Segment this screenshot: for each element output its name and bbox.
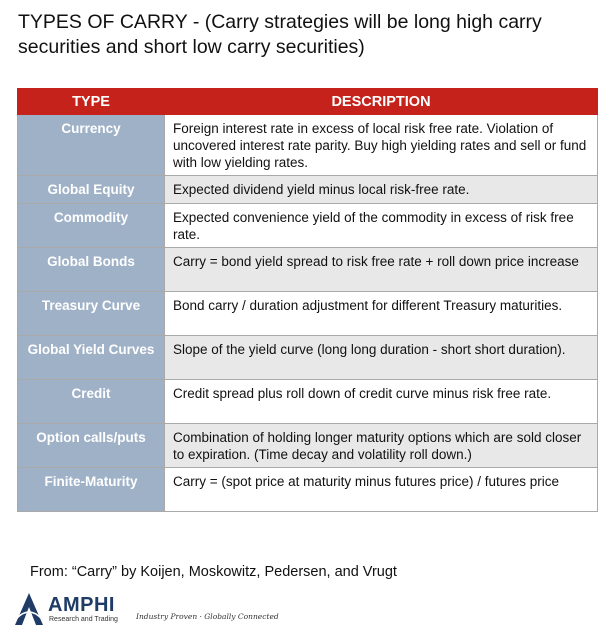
table-row — [18, 115, 598, 176]
footer-branding — [14, 590, 314, 630]
logo-subtitle: Research and Trading — [49, 616, 118, 623]
description-cell: Slope of the yield curve (long long duration - short short duration). — [165, 336, 598, 380]
description-cell: Bond carry / duration adjustment for different Treasury maturities. — [165, 292, 598, 336]
description-cell: Carry = bond yield spread to risk free rate + roll down price increase — [165, 248, 598, 292]
logo-name: AMPHI — [48, 594, 115, 616]
description-cell: Expected dividend yield minus local risk-free rate. — [165, 176, 598, 204]
table-row — [18, 336, 598, 380]
description-cell: Carry = (spot price at maturity minus futures price) / futures price — [165, 468, 598, 512]
table-row — [18, 468, 598, 512]
type-cell: Commodity — [18, 204, 165, 248]
description-cell: Credit spread plus roll down of credit curve minus risk free rate. — [165, 380, 598, 424]
amphi-logo-icon — [14, 592, 44, 626]
description-cell: Foreign interest rate in excess of local risk free rate. Violation of uncovered interest rate parity. Buy high yielding rates and sell or fund with low yielding rates. — [165, 115, 598, 176]
type-cell: Global Equity — [18, 176, 165, 204]
type-cell: Global Yield Curves — [18, 336, 165, 380]
type-cell: Global Bonds — [18, 248, 165, 292]
carry-types-table — [17, 88, 598, 512]
table-row — [18, 424, 598, 468]
description-cell: Expected convenience yield of the commodity in excess of risk free rate. — [165, 204, 598, 248]
column-header-description: DESCRIPTION — [165, 89, 598, 115]
type-cell: Treasury Curve — [18, 292, 165, 336]
table-header-row — [18, 89, 598, 115]
type-cell: Credit — [18, 380, 165, 424]
table-row — [18, 380, 598, 424]
table-row — [18, 248, 598, 292]
description-cell: Combination of holding longer maturity options which are sold closer to expiration. (Time decay and volatility roll down.) — [165, 424, 598, 468]
tagline: Industry Proven · Globally Connected — [136, 612, 279, 621]
type-cell: Finite-Maturity — [18, 468, 165, 512]
table-row — [18, 204, 598, 248]
type-cell: Option calls/puts — [18, 424, 165, 468]
table-row — [18, 292, 598, 336]
column-header-type: TYPE — [18, 89, 165, 115]
page-title: TYPES OF CARRY - (Carry strategies will be long high carry securities and short low carry securities) — [18, 11, 542, 58]
table-row — [18, 176, 598, 204]
source-citation: From: “Carry” by Koijen, Moskowitz, Pedersen, and Vrugt — [30, 564, 397, 580]
type-cell: Currency — [18, 115, 165, 176]
